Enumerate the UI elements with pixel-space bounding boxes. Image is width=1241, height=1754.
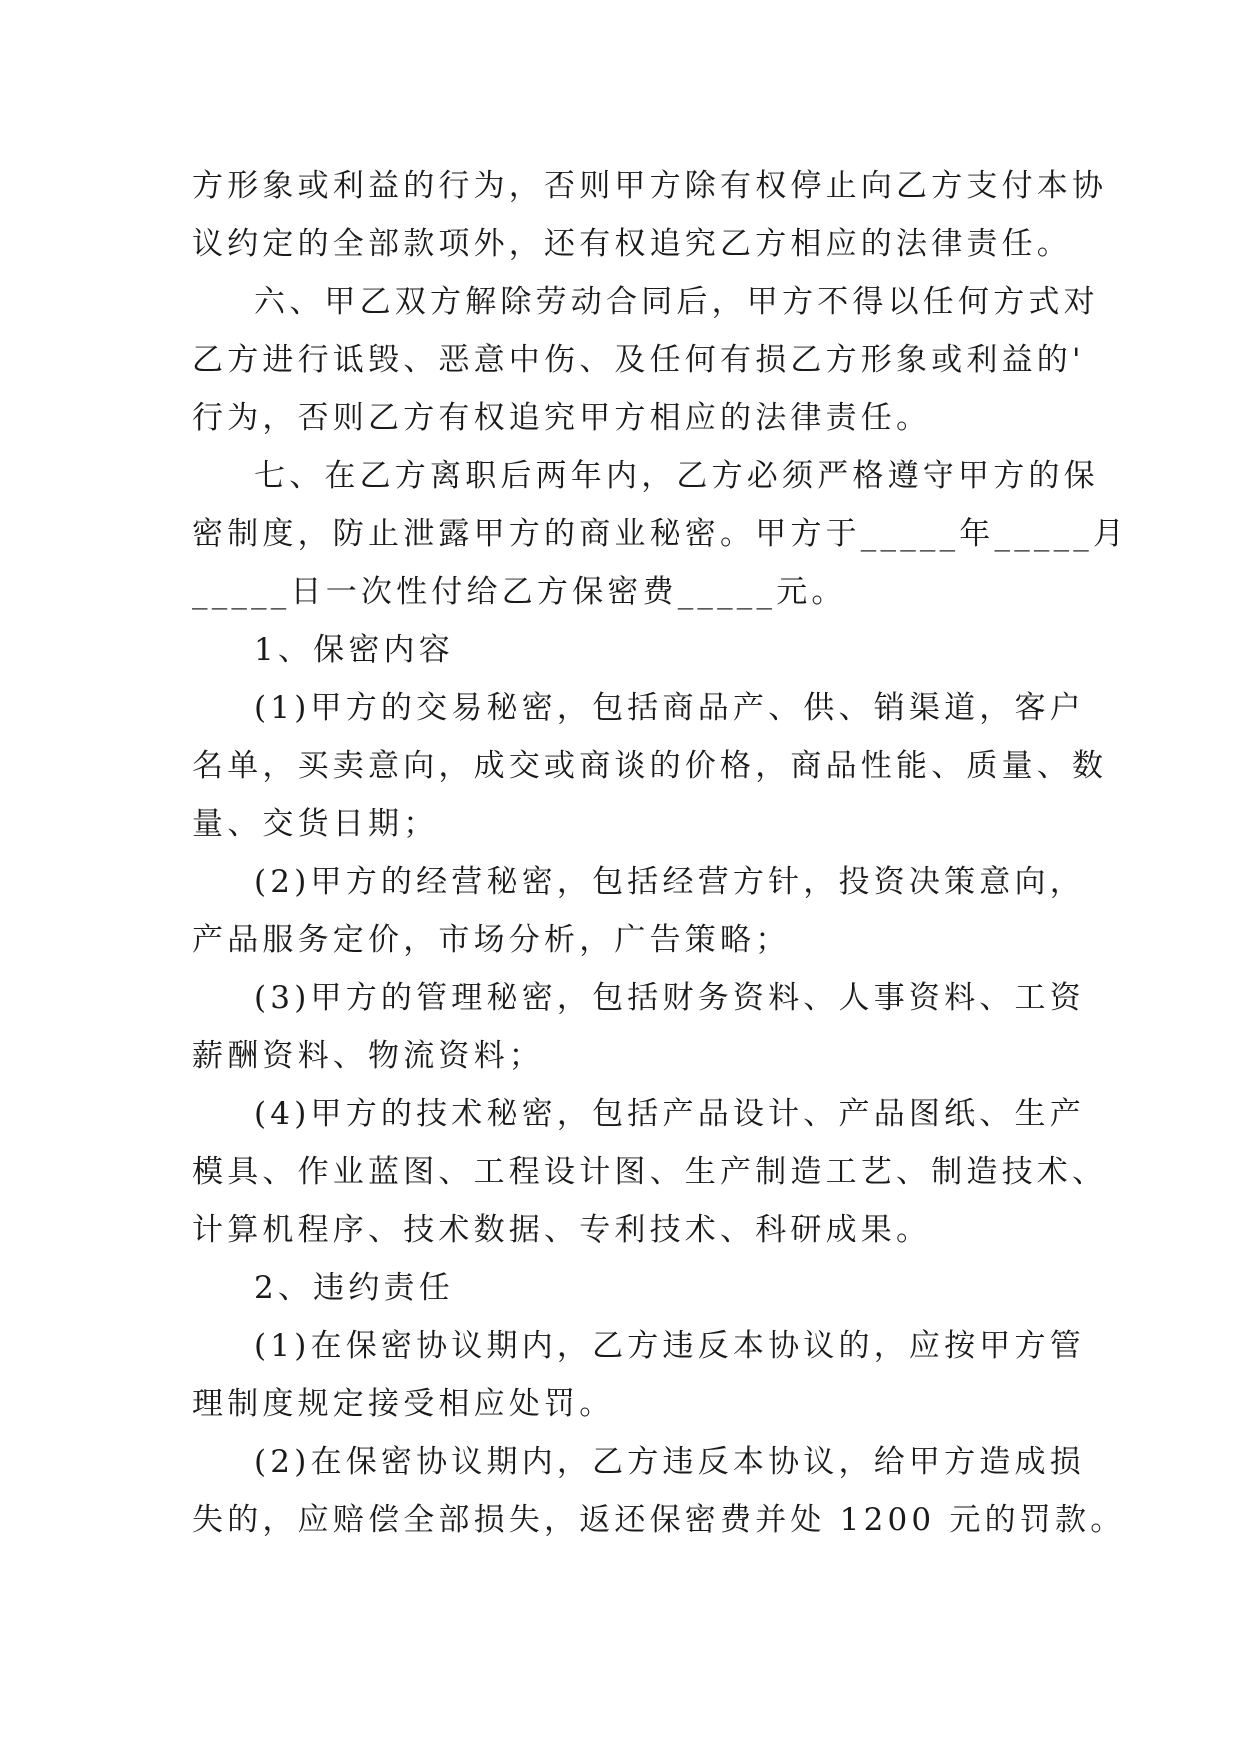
text-line: 行为，否则乙方有权追究甲方相应的法律责任。 xyxy=(192,400,932,436)
text-line: 产品服务定价，市场分析，广告策略； xyxy=(192,922,791,958)
text-line: (2)甲方的经营秘密，包括经营方针，投资决策意向， xyxy=(254,864,1085,900)
text-line: 计算机程序、技术数据、专利技术、科研成果。 xyxy=(192,1212,932,1248)
text-line: 六、甲乙双方解除劳动合同后，甲方不得以任何方式对 xyxy=(254,284,1099,320)
text-line: 1、保密内容 xyxy=(254,632,454,668)
text-line: 七、在乙方离职后两年内，乙方必须严格遵守甲方的保 xyxy=(254,458,1099,494)
text-line: 薪酬资料、物流资料； xyxy=(192,1038,544,1074)
text-line: 名单，买卖意向，成交或商谈的价格，商品性能、质量、数 xyxy=(192,748,1108,784)
text-line: (2)在保密协议期内，乙方违反本协议，给甲方造成损 xyxy=(254,1444,1085,1480)
text-line: 失的，应赔偿全部损失，返还保密费并处 1200 元的罚款。 xyxy=(192,1502,1126,1538)
text-line: (1)在保密协议期内，乙方违反本协议的，应按甲方管 xyxy=(254,1328,1085,1364)
text-line: 密制度，防止泄露甲方的商业秘密。甲方于_____年_____月 xyxy=(192,516,1129,552)
text-line: 议约定的全部款项外，还有权追究乙方相应的法律责任。 xyxy=(192,226,1072,262)
text-line: 2、违约责任 xyxy=(254,1270,454,1306)
text-line: (1)甲方的交易秘密，包括商品产、供、销渠道，客户 xyxy=(254,690,1085,726)
text-line: _____日一次性付给乙方保密费_____元。 xyxy=(192,574,847,610)
text-line: 方形象或利益的行为，否则甲方除有权停止向乙方支付本协 xyxy=(192,168,1108,204)
text-line: 理制度规定接受相应处罚。 xyxy=(192,1386,615,1422)
text-line: 模具、作业蓝图、工程设计图、生产制造工艺、制造技术、 xyxy=(192,1154,1108,1190)
text-line: 量、交货日期； xyxy=(192,806,439,842)
text-line: 乙方进行诋毁、恶意中伤、及任何有损乙方形象或利益的' xyxy=(192,342,1085,378)
document-body xyxy=(192,157,1129,1549)
text-line: (3)甲方的管理秘密，包括财务资料、人事资料、工资 xyxy=(254,980,1085,1016)
text-line: (4)甲方的技术秘密，包括产品设计、产品图纸、生产 xyxy=(254,1096,1085,1132)
